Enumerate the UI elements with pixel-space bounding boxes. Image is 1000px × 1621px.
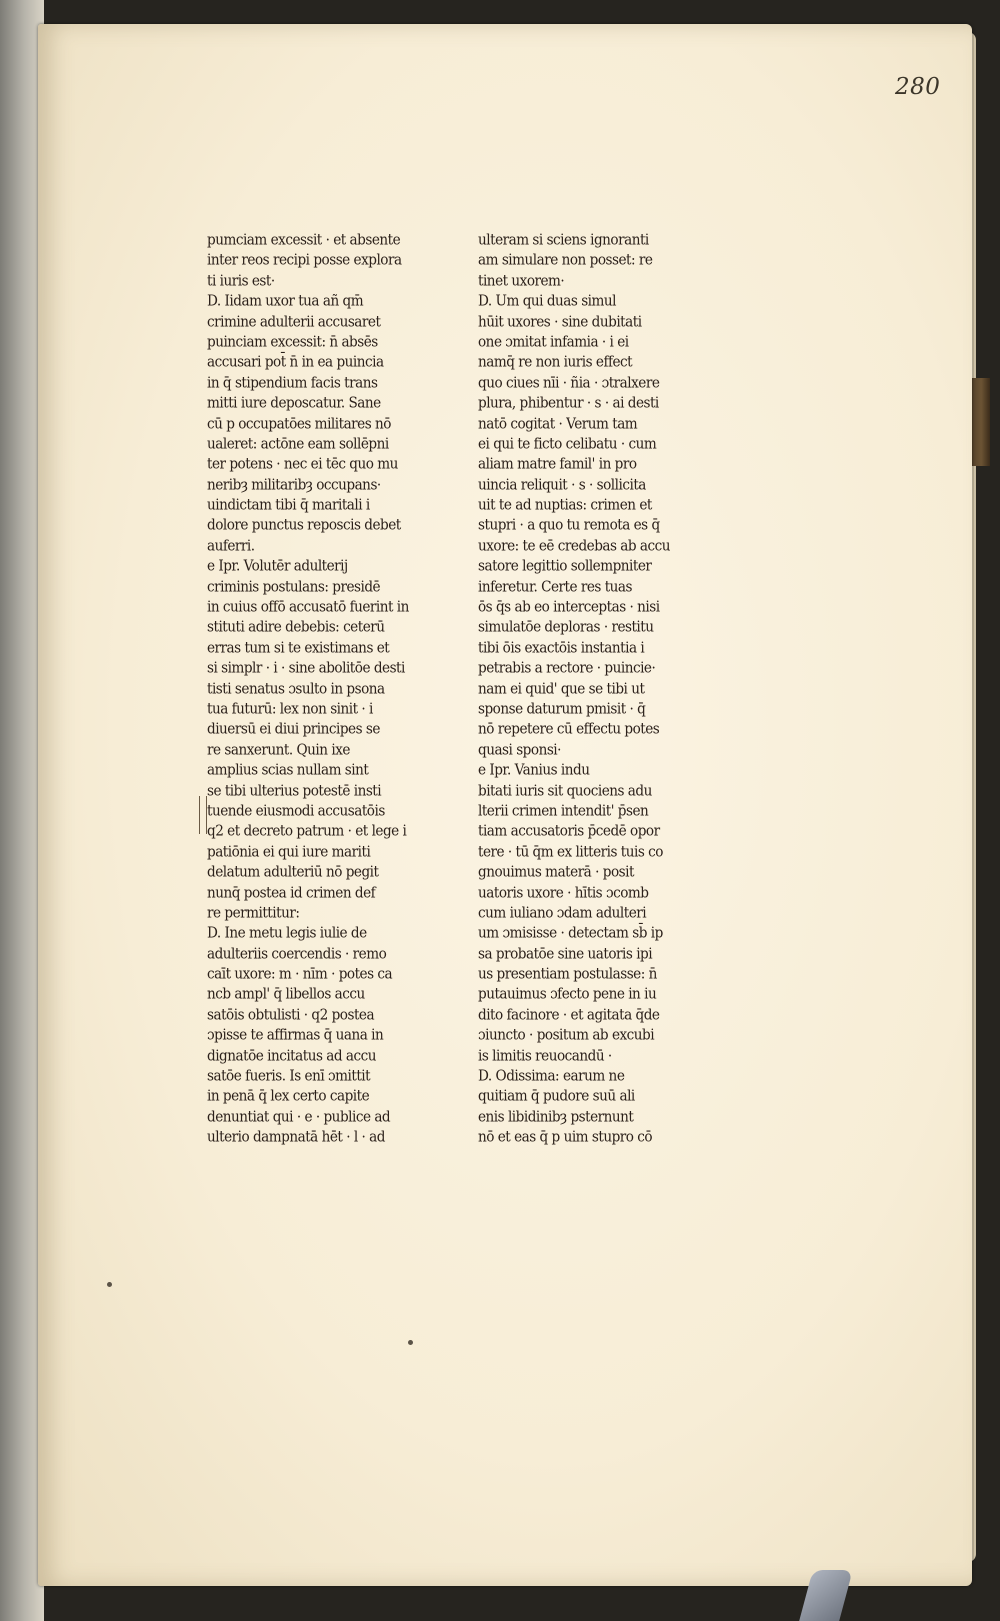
text-line: quitiam q̄ pudore suū ali bbox=[478, 1087, 635, 1106]
text-line: hūit uxores · sine dubitati bbox=[478, 312, 642, 331]
text-line: delatum adulteriū nō pegit bbox=[207, 863, 379, 882]
text-line: uxore: te eē credebas ab accu bbox=[478, 536, 671, 555]
text-line: tibi ōis exactōis instantia i bbox=[478, 638, 645, 657]
text-line: diuersū ei diui principes se bbox=[207, 720, 380, 739]
text-line: q2 et decreto patrum · et lege i bbox=[207, 822, 407, 841]
text-line: D. Um qui duas simul bbox=[478, 292, 617, 311]
text-line: inferetur. Certe res tuas bbox=[478, 577, 632, 596]
text-line: re sanxerunt. Quin ixe bbox=[207, 740, 350, 759]
text-line: bitati iuris sit quociens adu bbox=[478, 781, 652, 800]
text-line: putauimus ɔfecto pene in iu bbox=[478, 985, 657, 1004]
text-line: namq̄ re non iuris effect bbox=[478, 353, 633, 372]
text-line: auferri. bbox=[207, 536, 255, 555]
text-line: satōe fueris. Is enī ɔmittit bbox=[207, 1067, 371, 1085]
text-line: adulteriis coercendis · remo bbox=[207, 944, 387, 963]
text-line: enis libidinibȝ psternunt bbox=[478, 1107, 634, 1126]
text-line: tuende eiusmodi accusatōis bbox=[207, 801, 385, 820]
text-line: ɔiuncto · positum ab excubi bbox=[478, 1026, 655, 1045]
text-line: tua futurū: lex non sinit · i bbox=[207, 700, 373, 718]
text-line: tiam accusatoris p̄cedē opor bbox=[478, 822, 660, 841]
text-line: tisti senatus ɔsulto in psona bbox=[207, 679, 385, 698]
text-line: aliam matre famil' in pro bbox=[478, 455, 637, 474]
marginal-mark bbox=[199, 796, 207, 834]
text-line: us presentiam postulasse: n̄ bbox=[478, 965, 657, 983]
text-line: lterii crimen intendit' p̄sen bbox=[478, 801, 649, 820]
text-line: amplius scias nullam sint bbox=[207, 761, 369, 780]
text-line: nunq̄ postea id crimen def bbox=[207, 883, 376, 902]
text-line: dolore punctus reposcis debet bbox=[207, 516, 401, 535]
text-line: ncb ampl' q̄ libellos accu bbox=[207, 985, 365, 1004]
text-line: nam ei quid' que se tibi ut bbox=[478, 679, 645, 698]
text-line: is limitis reuocandū · bbox=[478, 1046, 612, 1065]
text-line: petrabis a rectore · puincie· bbox=[478, 659, 656, 678]
prick-hole bbox=[408, 1340, 413, 1345]
text-line: D. Ine metu legis iulie de bbox=[207, 924, 367, 943]
text-line: si simplr · i · sine abolitōe desti bbox=[207, 659, 405, 678]
text-line: natō cogitat · Verum tam bbox=[478, 414, 638, 433]
text-line: satōis obtulisti · q2 postea bbox=[207, 1005, 375, 1024]
text-line: crimine adulterii accusaret bbox=[207, 312, 381, 331]
text-line: tinet uxorem· bbox=[478, 271, 565, 290]
text-line: criminis postulans: presidē bbox=[207, 577, 381, 596]
text-line: plura, phibentur · s · ai desti bbox=[478, 394, 659, 413]
text-line: e Ipr. Volutēr adulterij bbox=[207, 557, 348, 576]
text-line: mitti iure deposcatur. Sane bbox=[207, 394, 381, 413]
right-text-column bbox=[478, 230, 710, 1148]
text-line: se tibi ulterius potestē insti bbox=[207, 781, 382, 800]
folio-number: 280 bbox=[895, 74, 941, 100]
text-line: cū p occupatōes militares nō bbox=[207, 414, 391, 433]
text-line: uatoris uxore · hītis ɔcomb bbox=[478, 883, 649, 902]
text-line: pumciam excessit · et absente bbox=[207, 231, 401, 249]
text-line: puinciam excessit: n̄ absēs bbox=[207, 332, 378, 351]
text-line: nō et eas q̄ p uim stupro cō bbox=[478, 1128, 653, 1147]
text-line: am simulare non posset: re bbox=[478, 251, 653, 270]
text-line: erras tum si te existimans et bbox=[207, 638, 390, 657]
text-line: ualeret: actōne eam sollēpni bbox=[207, 434, 389, 453]
text-line: quasi sponsi· bbox=[478, 740, 561, 759]
text-line: stituti adire debebis: ceterū bbox=[207, 618, 385, 637]
text-line: e Ipr. Vanius indu bbox=[478, 761, 590, 780]
text-line: ulterio dampnatā hēt · l · ad bbox=[207, 1128, 385, 1147]
text-line: re permittitur: bbox=[207, 903, 300, 922]
text-line: uindictam tibi q̄ maritali i bbox=[207, 496, 370, 515]
text-line: tere · tū q̄m ex litteris tuis co bbox=[478, 842, 663, 861]
text-line: um ɔmisisse · detectam sb̄ ip bbox=[478, 924, 663, 943]
text-line: uit te ad nuptias: crimen et bbox=[478, 496, 652, 515]
text-line: ei qui te ficto celibatu · cum bbox=[478, 434, 657, 453]
text-line: caīt uxore: m · nīm · potes ca bbox=[207, 965, 393, 983]
text-line: ōs q̄s ab eo interceptas · nisi bbox=[478, 598, 660, 616]
text-line: in cuius offō accusatō fuerint in bbox=[207, 598, 409, 616]
text-line: ulteram si sciens ignoranti bbox=[478, 231, 649, 249]
text-line: cum iuliano ɔdam adulteri bbox=[478, 903, 647, 922]
prick-hole bbox=[107, 1282, 112, 1287]
text-line: sa probatōe sine uatoris ipi bbox=[478, 944, 653, 963]
text-line: dignatōe incitatus ad accu bbox=[207, 1046, 376, 1065]
text-line: denuntiat qui · e · publice ad bbox=[207, 1107, 391, 1126]
text-line: sponse daturum pmisit · q̄ bbox=[478, 700, 646, 718]
text-line: neribȝ militaribȝ occupans· bbox=[207, 475, 381, 494]
text-line: in penā q̄ lex certo capite bbox=[207, 1087, 370, 1106]
text-line: nō repetere cū effectu potes bbox=[478, 720, 660, 739]
text-line: gnouimus materā · posit bbox=[478, 863, 634, 882]
text-line: D. Iidam uxor tua añ qm̄ bbox=[207, 292, 364, 311]
text-line: patiōnia ei qui iure mariti bbox=[207, 842, 371, 861]
text-line: stupri · a quo tu remota es q̄ bbox=[478, 516, 660, 535]
text-line: simulatōe deploras · restitu bbox=[478, 618, 654, 637]
left-text-column bbox=[207, 230, 439, 1148]
text-line: ter potens · nec ei tēc quo mu bbox=[207, 455, 398, 474]
text-line: inter reos recipi posse explora bbox=[207, 251, 402, 270]
text-line: in q̄ stipendium facis trans bbox=[207, 373, 378, 392]
text-line: quo ciues nīi · ñia · ɔtralxere bbox=[478, 373, 660, 392]
text-line: satore legittio sollempniter bbox=[478, 557, 652, 576]
text-line: uincia reliquit · s · sollicita bbox=[478, 475, 646, 494]
text-line: ɔpisse te affirmas q̄ uana in bbox=[207, 1026, 384, 1045]
text-line: dito facinore · et agitata q̄de bbox=[478, 1005, 660, 1024]
text-line: D. Odissima: earum ne bbox=[478, 1067, 625, 1085]
text-line: accusari pot̄ n̄ in ea puincia bbox=[207, 353, 384, 372]
text-line: ti iuris est· bbox=[207, 271, 275, 290]
text-line: one ɔmitat infamia · i ei bbox=[478, 332, 629, 351]
